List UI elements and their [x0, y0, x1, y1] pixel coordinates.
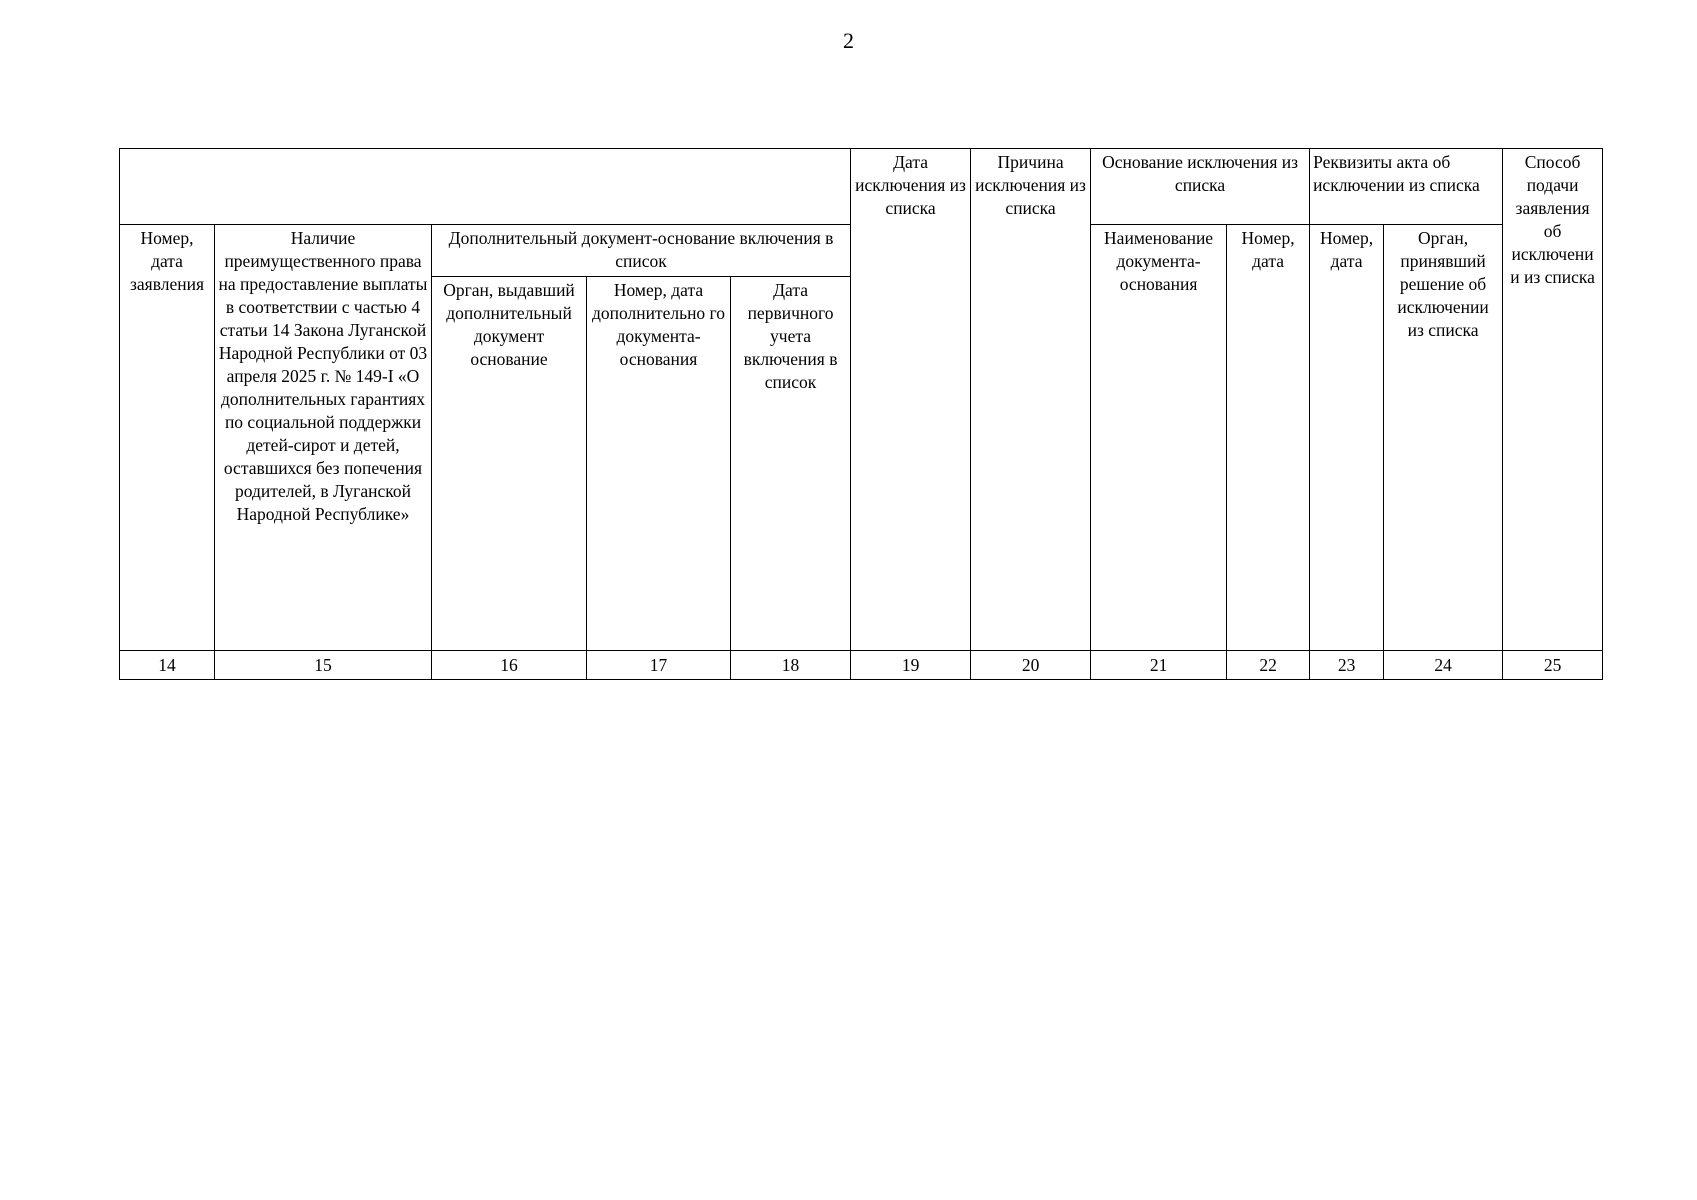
column-number: 23: [1310, 651, 1384, 680]
header-row-top: [120, 149, 1603, 225]
column-number: 21: [1091, 651, 1227, 680]
column-number: 16: [432, 651, 587, 680]
header-issuing-authority: Орган, выдавший дополнительный документ основание: [432, 277, 587, 651]
column-number: 25: [1503, 651, 1603, 680]
header-exclusion-act: Реквизиты акта об исключении из списка: [1310, 149, 1503, 225]
column-number-row: [120, 651, 1603, 680]
column-number: 14: [120, 651, 215, 680]
header-basis-number-date: Номер, дата: [1227, 225, 1310, 651]
header-exclusion-reason: Причина исключения из списка: [971, 149, 1091, 651]
header-primary-registration-date: Дата первичного учета включения в список: [731, 277, 851, 651]
column-number: 15: [215, 651, 432, 680]
register-table: [119, 148, 1603, 680]
header-act-number-date: Номер, дата: [1310, 225, 1384, 651]
header-act-authority: Орган, принявший решение об исключении из списка: [1384, 225, 1503, 651]
column-number: 18: [731, 651, 851, 680]
header-basis-document-name: Наименование документа-основания: [1091, 225, 1227, 651]
header-submission-method: Способ подачи заявления об исключени и из списка: [1503, 149, 1603, 651]
column-number: 22: [1227, 651, 1310, 680]
header-application-number: Номер, дата заявления: [120, 225, 215, 651]
page-number: 2: [843, 28, 854, 53]
column-number: 17: [587, 651, 731, 680]
header-exclusion-basis: Основание исключения из списка: [1091, 149, 1310, 225]
header-blank-cell: [120, 149, 851, 225]
header-document-number-date: Номер, дата дополнительно го документа-основания: [587, 277, 731, 651]
header-additional-document: Дополнительный документ-основание включения в список: [432, 225, 851, 277]
column-number: 24: [1384, 651, 1503, 680]
column-number: 19: [851, 651, 971, 680]
column-number: 20: [971, 651, 1091, 680]
header-priority-right: Наличие преимущественного права на предоставление выплаты в соответствии с частью 4 статьи 14 Закона Луганской Народной Республики от 03 апреля 2025 г. № 149-I «О дополнительных гарантиях по социальной поддержки детей-сирот и детей, оставшихся без попечения родителей, в Луганской Народной Республике»: [215, 225, 432, 651]
header-exclusion-date: Дата исключения из списка: [851, 149, 971, 651]
